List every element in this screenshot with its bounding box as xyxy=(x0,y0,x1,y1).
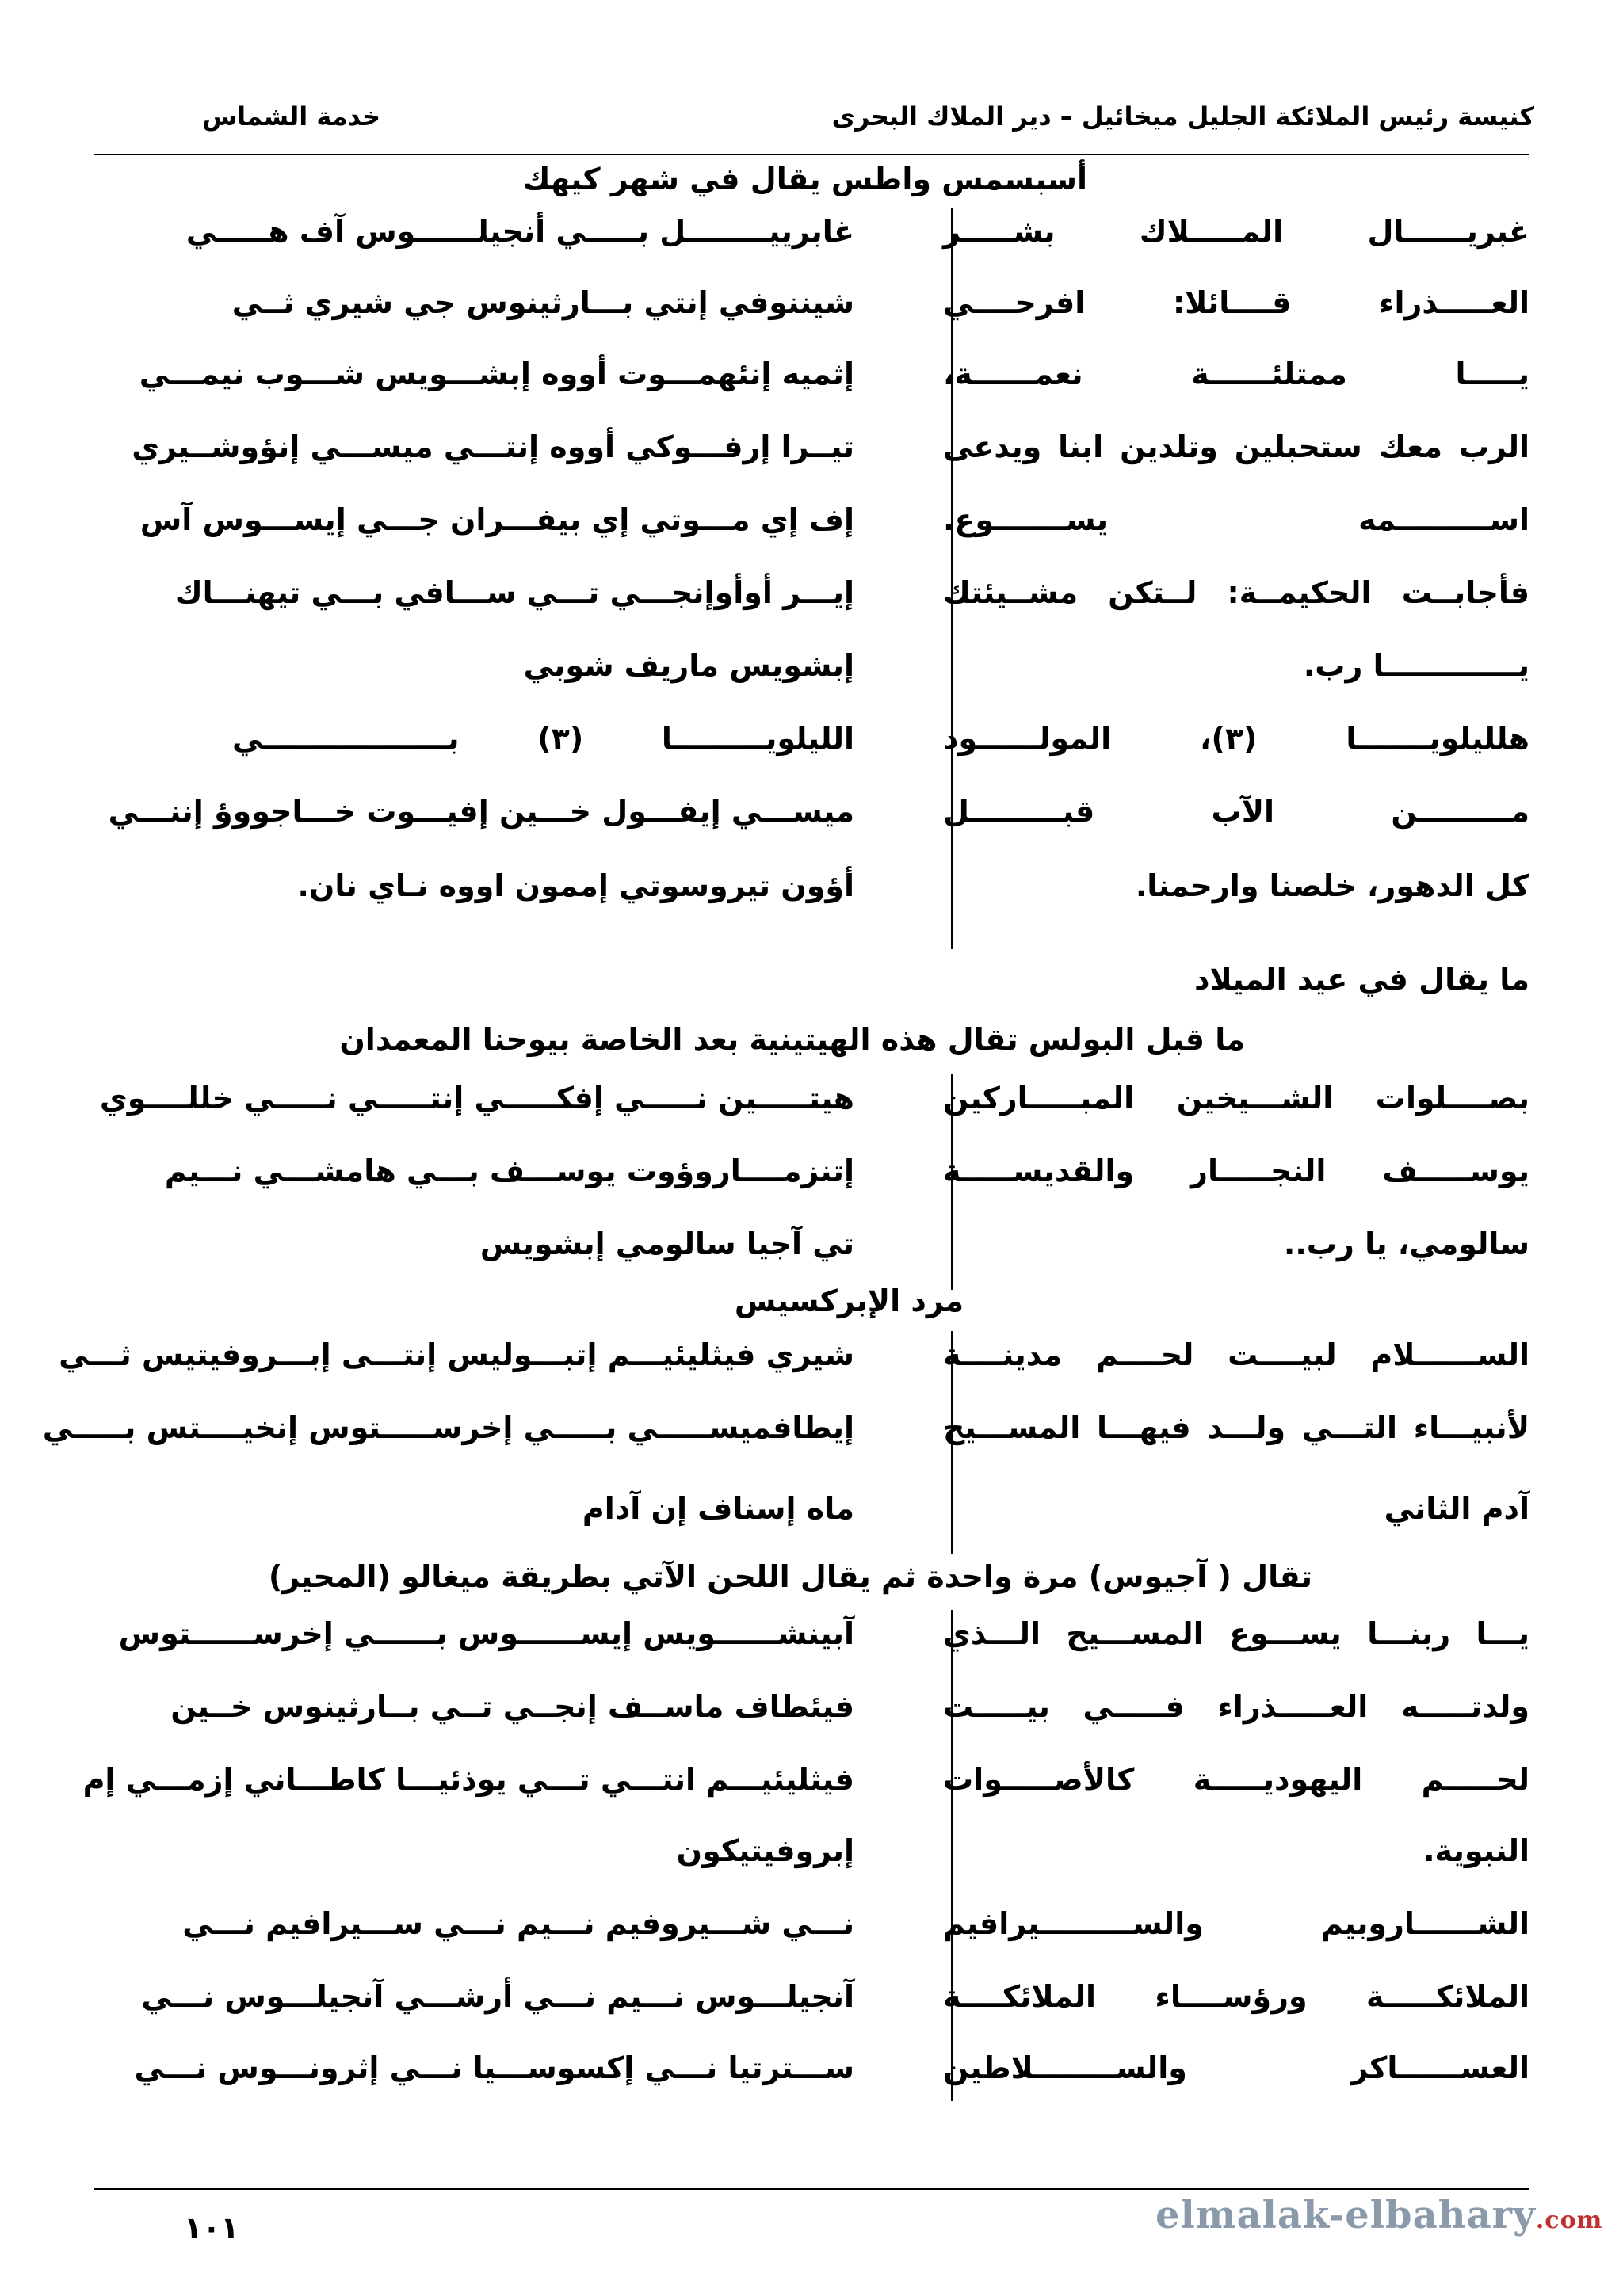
coptic-verse: تي آجيا سالومي إبشويس xyxy=(479,1226,854,1261)
arabic-verse: العـــــذراء قــــائلا: افرحــــي xyxy=(943,285,1529,320)
table-row xyxy=(94,2044,1529,2115)
arabic-verse: ولدتـــــه العـــــذراء فـــــي بيـــــت xyxy=(943,1689,1529,1724)
arabic-verse: بصــــلوات الشـــيخين المبـــــاركين xyxy=(943,1081,1529,1116)
arabic-verse: الســــــلام لبيــــت لحــــم مدينــــة xyxy=(943,1337,1529,1372)
table-row xyxy=(94,569,1529,640)
arabic-verse: آدم الثاني xyxy=(1384,1491,1529,1526)
coptic-verse: شيننوفي إنتي بـــارثينوس جي شيري ثــي xyxy=(231,285,854,320)
table-row xyxy=(94,279,1529,350)
table-row xyxy=(42,1404,1529,1475)
table-row xyxy=(94,642,1529,713)
arabic-verse: العســــــاكر والســــــــلاطين xyxy=(943,2050,1529,2085)
arabic-verse: النبوية. xyxy=(1423,1833,1529,1868)
hymn-table xyxy=(42,1331,1529,1554)
header-church-name: كنيسة رئيس الملائكة الجليل ميخائيل – دير الملاك البحرى xyxy=(831,101,1534,132)
arabic-verse: فأجابــت الحكيمــة: لــتكن مشــيئتك xyxy=(943,575,1529,610)
table-row xyxy=(94,715,1529,786)
arabic-verse: لأنبيـــاء التـــي ولـــد فيهـــا المســـيح xyxy=(943,1410,1529,1445)
table-row xyxy=(94,1683,1529,1754)
coptic-verse: ميســـي إيفـــول خـــين إفيـــوت خـــاجووؤ إننـــي xyxy=(108,794,854,829)
coptic-verse: نـــي شـــيروفيم نـــيم نـــي ســـيرافيم نـــي xyxy=(182,1906,854,1941)
hymn-table xyxy=(94,1074,1529,1290)
coptic-verse: إيـــر أوأوإنجـــي تـــي ســـافي بـــي تيهنـــاك xyxy=(174,575,854,610)
table-row xyxy=(82,1756,1529,1827)
header-divider xyxy=(94,154,1529,155)
coptic-verse: هيتـــــين نـــــي إفكـــــي إنتـــــي نـــــي خللــــوي xyxy=(99,1081,854,1116)
table-row xyxy=(94,1900,1529,1971)
arabic-verse: هلليلويـــــــا (٣)، المولــــــود xyxy=(943,721,1529,756)
coptic-verse: فيثليئيـــم انتـــي تـــي يوذئيـــا كاطـــاني إزمـــي إم xyxy=(82,1762,854,1797)
coptic-verse: إبروفيتيكون xyxy=(676,1833,854,1868)
table-row xyxy=(94,862,1529,933)
section-heading: أسبسمس واطس يقال في شهر كيهك xyxy=(522,162,1087,196)
arabic-verse: مـــــــــن الآب قبـــــــــل xyxy=(943,794,1529,829)
coptic-verse: الليلويـــــــــا (٣) بــــــــــــــــــي xyxy=(232,721,854,756)
header-service-title: خدمة الشماس xyxy=(202,101,381,132)
coptic-verse: إتنزمــــاروؤوت يوســـف بـــي هامشـــي نـــيم xyxy=(164,1154,854,1188)
table-row xyxy=(94,423,1529,494)
table-row xyxy=(94,1220,1529,1291)
section-heading: تقال ( آجيوس) مرة واحدة ثم يقال اللحن الآتي بطريقة ميغالو (المحير) xyxy=(268,1559,1312,1594)
section-heading: ما يقال في عيد الميلاد xyxy=(1194,962,1529,997)
table-row xyxy=(94,1485,1529,1556)
arabic-verse: الرب معك ستحبلين وتلدين ابنا ويدعى xyxy=(943,429,1529,464)
table-row xyxy=(94,1827,1529,1898)
logo-tld: .com xyxy=(1535,2206,1603,2234)
arabic-verse: يوســـــف النجـــــار والقديســـــة xyxy=(943,1154,1529,1188)
coptic-verse: إف إي مـــوتي إي بيفـــران جـــي إيســـوس آس xyxy=(139,502,854,537)
hymn-table xyxy=(82,1610,1529,2101)
table-row xyxy=(94,788,1529,859)
table-row xyxy=(94,350,1529,421)
table-row xyxy=(59,1331,1529,1402)
coptic-verse: إيطافميســـــي بـــــي إخرســـــتوس إنخيــــتس بـــــي xyxy=(42,1410,854,1445)
table-row xyxy=(94,208,1529,279)
coptic-verse: ســـترتيا نـــي إكسوســـيا نـــي إثرونـــوس نـــي xyxy=(134,2050,854,2085)
table-row xyxy=(94,496,1529,567)
coptic-verse: إثميه إنئهمـــوت أووه إبشـــويس شـــوب نيمـــي xyxy=(139,357,854,391)
table-row xyxy=(94,1074,1529,1146)
coptic-verse: شيري فيثليئيـــم إتبـــوليس إنتـــى إبـــروفيتيس ثـــي xyxy=(59,1337,854,1372)
arabic-verse: يـــــــــــــا رب. xyxy=(1303,648,1529,683)
table-row xyxy=(94,1610,1529,1681)
table-row xyxy=(94,1147,1529,1219)
coptic-verse: آبينشــــــويس إيســــــوس بــــــي إخرســــــتوس xyxy=(118,1616,854,1651)
arabic-verse: اســـــــــمه يســـــــوع. xyxy=(943,502,1529,537)
section-subheading: ما قبل البولس تقال هذه الهيتينية بعد الخاصة بيوحنا المعمدان xyxy=(339,1022,1245,1057)
arabic-verse: يـــا ربنـــا يســـوع المســـيح الـــذي xyxy=(943,1616,1529,1651)
arabic-verse: سالومي، يا رب.. xyxy=(1283,1226,1529,1261)
arabic-verse: كل الدهور، خلصنا وارحمنا. xyxy=(1135,868,1529,903)
hymn-table xyxy=(94,208,1529,949)
logo-text: elmalak-elbahary xyxy=(1155,2193,1536,2237)
footer-divider xyxy=(94,2188,1529,2190)
coptic-verse: إبشويس ماريف شوبي xyxy=(523,648,854,683)
table-row xyxy=(94,1973,1529,2044)
coptic-verse: ماه إسناف إن آدام xyxy=(582,1491,854,1526)
coptic-verse: تيــرا إرفـــوكي أووه إنتـــي ميســـي إنؤوشــيري xyxy=(132,429,854,464)
coptic-verse: غابرييــــــــل بـــــي أنجيلــــــوس آف هـــــي xyxy=(185,214,854,249)
arabic-verse: لحـــــم اليهوديـــــة كالأصـــــوات xyxy=(943,1762,1529,1797)
arabic-verse: يـــــا ممتلئــــــة نعمــــــة، xyxy=(943,357,1529,391)
site-logo xyxy=(1155,2193,1602,2237)
arabic-verse: غبريــــــال المـــــلاك بشـــــر xyxy=(943,214,1529,249)
coptic-verse: آنجيلـــوس نـــيم نـــي أرشـــي آنجيلـــوس نـــي xyxy=(141,1979,854,2014)
coptic-verse: أؤون تيروسوتي إممون اووه نـاي نان. xyxy=(297,868,854,903)
arabic-verse: الملائكـــــة ورؤســــاء الملائكــــة xyxy=(943,1979,1529,2014)
page-number: ١٠١ xyxy=(184,2210,239,2245)
section-heading: مرد الإبركسيس xyxy=(734,1283,964,1318)
arabic-verse: الشــــــاروبيم والســـــــــيرافيم xyxy=(943,1906,1529,1941)
coptic-verse: فيئطاف ماســف إنجــي تــي بــارثينوس خــين xyxy=(170,1689,854,1724)
